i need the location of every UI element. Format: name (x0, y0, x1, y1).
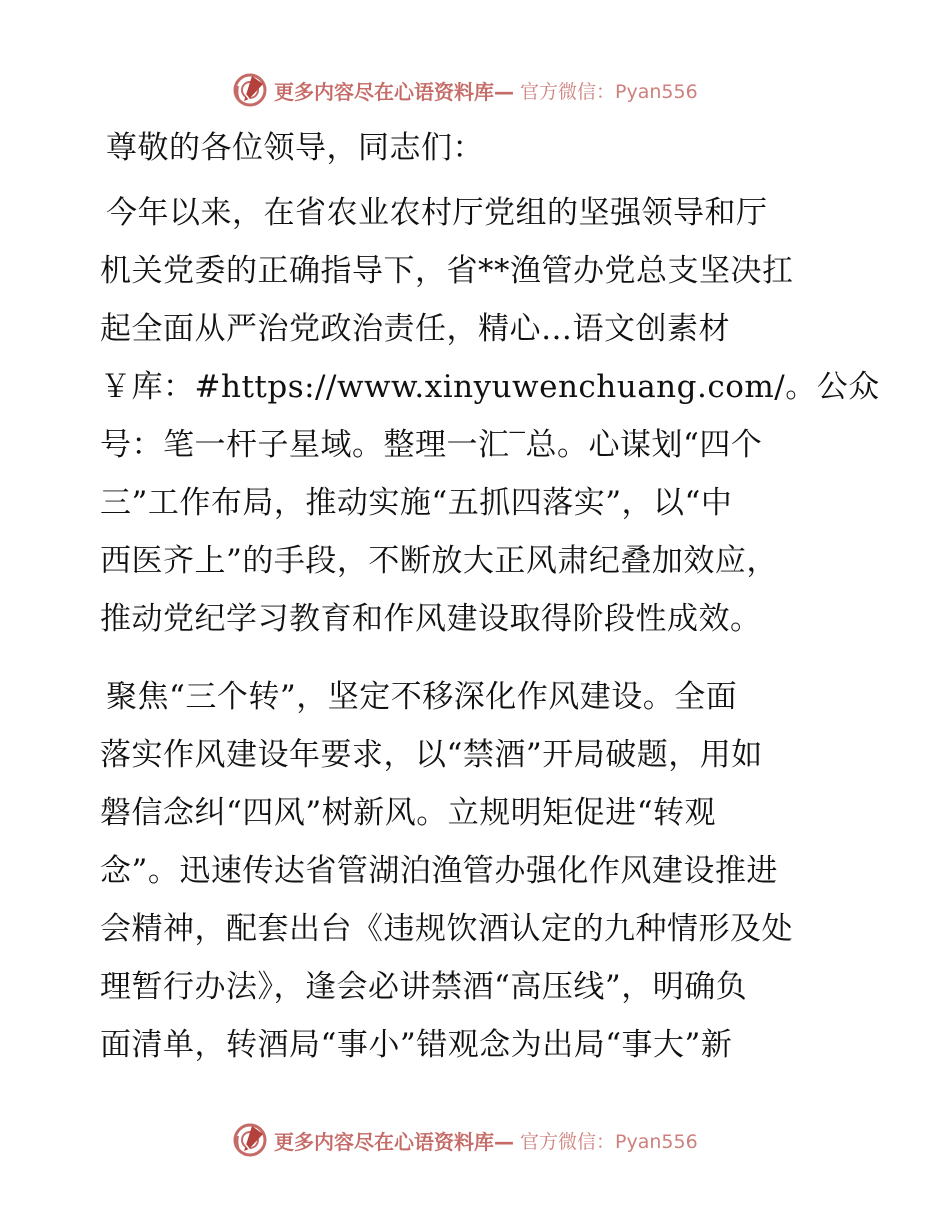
paragraph-1 (100, 184, 880, 648)
watermark-wechat-text: 官方微信：Pyan556 (520, 1130, 698, 1153)
greeting-line: 尊敬的各位领导，同志们： (106, 130, 484, 166)
watermark-main-text: 更多内容尽在心语资料库— (274, 1129, 514, 1154)
text-line: 号：笔一杆子星域。整理一汇‾总。心谋划“四个 (100, 427, 763, 463)
text-line: 磐信念纠“四风”树新风。立规明矩促进“转观 (100, 795, 717, 831)
paragraph-2 (100, 668, 850, 1074)
text-line: 今年以来，在省农业农村厅党组的坚强领导和厅 (106, 195, 768, 231)
text-line: 理暂行办法》，逢会必讲禁酒“高压线”，明确负 (100, 969, 748, 1005)
text-line: 聚焦“三个转”，坚定不移深化作风建设。全面 (106, 679, 738, 715)
text-line: 面清单，转酒局“事小”错观念为出局“事大”新 (100, 1027, 733, 1063)
text-line: 落实作风建设年要求，以“禁酒”开局破题，用如 (100, 737, 763, 773)
document-body (100, 126, 880, 1094)
text-line: 会精神，配套出台《违规饮酒认定的九种情形及处 (100, 911, 793, 947)
watermark-main-text: 更多内容尽在心语资料库— (274, 79, 514, 104)
text-line: ￥库：#https://www.xinyuwenchuang.com/。公众 (100, 369, 880, 405)
text-line: 推动党纪学习教育和作风建设取得阶段性成效。 (100, 601, 762, 637)
footer-watermark-banner (232, 1120, 698, 1160)
pen-logo-icon (232, 1122, 268, 1158)
text-line: 起全面从严治党政治责任，精心…语文创素材 (100, 311, 730, 347)
text-line: 机关党委的正确指导下，省**渔管办党总支坚决扛 (100, 253, 794, 289)
header-watermark-banner (232, 70, 698, 110)
watermark-wechat-text: 官方微信：Pyan556 (520, 80, 698, 103)
text-line: 三”工作布局，推动实施“五抓四落实”，以“中 (100, 485, 733, 521)
pen-logo-icon (232, 72, 268, 108)
text-line: 西医齐上”的手段，不断放大正风肃纪叠加效应， (100, 543, 778, 579)
text-line: 念”。迅速传达省管湖泊渔管办强化作风建设推进 (100, 853, 778, 889)
